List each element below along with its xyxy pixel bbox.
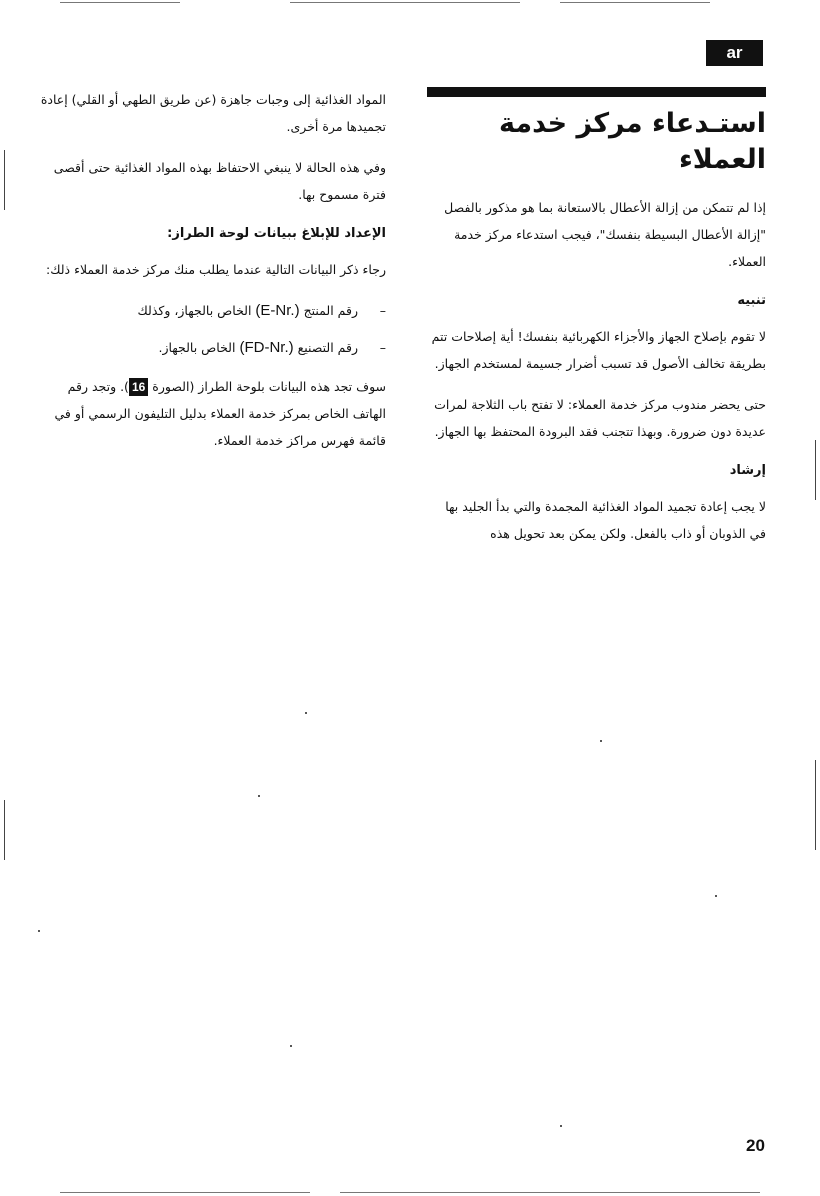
list-dash: – [379, 340, 386, 355]
scan-speck [38, 930, 40, 932]
right-column [428, 100, 766, 561]
intro-paragraph: إذا لم تتمكن من إزالة الأعطال بالاستعانة بما هو مذكور بالفصل "إزالة الأعطال البسيطة بنفسك"، فيجب استدعاء مركز خدمة العملاء. [444, 200, 766, 269]
warning-heading: تنبيه [737, 293, 766, 308]
warning-paragraph: لا تقوم بإصلاح الجهاز والأجزاء الكهربائية بنفسك! أية إصلاحات تتم بطريقة تخالف الأصول قد تسبب أضرار جسيمة لمستخدم الجهاز. [431, 329, 766, 371]
scan-speck [600, 740, 602, 742]
top-scan-line [60, 2, 180, 3]
nameplate-heading: الإعداد للإبلاغ ببيانات لوحة الطراز: [167, 226, 386, 241]
technician-paragraph: حتى يحضر مندوب مركز خدمة العملاء: لا تفتح باب الثلاجة لمرات عديدة دون ضرورة. وبهذا تتجنب فقد البرودة المحتفظ بها الجهاز. [434, 397, 766, 439]
refreeze-paragraph: المواد الغذائية إلى وجبات جاهزة (عن طريق الطهي أو القلي) إعادة تجميدها مرة أخرى. [40, 92, 386, 134]
closing-text-end: ). وتجد رقم الهاتف الخاص بمركز خدمة العملاء بدليل التليفون الرسمي أو في قائمة فهرس مراكز خدمة العملاء. [54, 379, 386, 448]
top-scan-line [560, 2, 710, 3]
item-suffix: الخاص بالجهاز. [158, 340, 236, 355]
list-item [40, 334, 386, 361]
bottom-scan-line [60, 1192, 310, 1193]
storage-paragraph: وفي هذه الحالة لا ينبغي الاحتفاظ بهذه المواد الغذائية حتى أقصى فترة مسموح بها. [53, 160, 386, 202]
page-number: 20 [746, 1136, 765, 1155]
right-edge-mark [815, 760, 816, 850]
title-rule [427, 87, 766, 97]
right-edge-mark [815, 440, 816, 500]
left-edge-mark [4, 800, 5, 860]
closing-paragraph [40, 373, 386, 454]
closing-text-start: سوف تجد هذه البيانات بلوحة الطراز (الصورة [152, 379, 386, 394]
list-dash: – [379, 303, 386, 318]
language-tab: ar [706, 40, 763, 66]
page-title: استـدعاء مركز خدمة العملاء [499, 108, 766, 175]
bottom-scan-line [340, 1192, 760, 1193]
item-label: رقم المنتج [303, 303, 358, 318]
left-edge-mark [4, 150, 5, 210]
list-item [40, 297, 386, 324]
fd-nr-code: (FD-Nr.) [239, 339, 294, 356]
top-scan-line [290, 2, 520, 3]
info-list [40, 297, 386, 361]
request-paragraph: رجاء ذكر البيانات التالية عندما يطلب منك مركز خدمة العملاء ذلك: [46, 262, 386, 277]
scan-speck [290, 1045, 292, 1047]
hint-heading: إرشاد [729, 463, 766, 478]
hint-paragraph: لا يجب إعادة تجميد المواد الغذائية المجمدة والتي بدأ الجليد بها في الذوبان أو ذاب بالفعل. ولكن يمكن بعد تحويل هذه [445, 499, 766, 541]
item-label: رقم التصنيع [297, 340, 358, 355]
item-suffix: الخاص بالجهاز، وكذلك [137, 303, 252, 318]
scan-speck [715, 895, 717, 897]
figure-number-badge: 16 [129, 378, 148, 396]
left-column [40, 86, 386, 468]
scan-speck [560, 1125, 562, 1127]
e-nr-code: (E-Nr.) [255, 302, 300, 319]
scan-speck [258, 795, 260, 797]
scan-speck [305, 712, 307, 714]
